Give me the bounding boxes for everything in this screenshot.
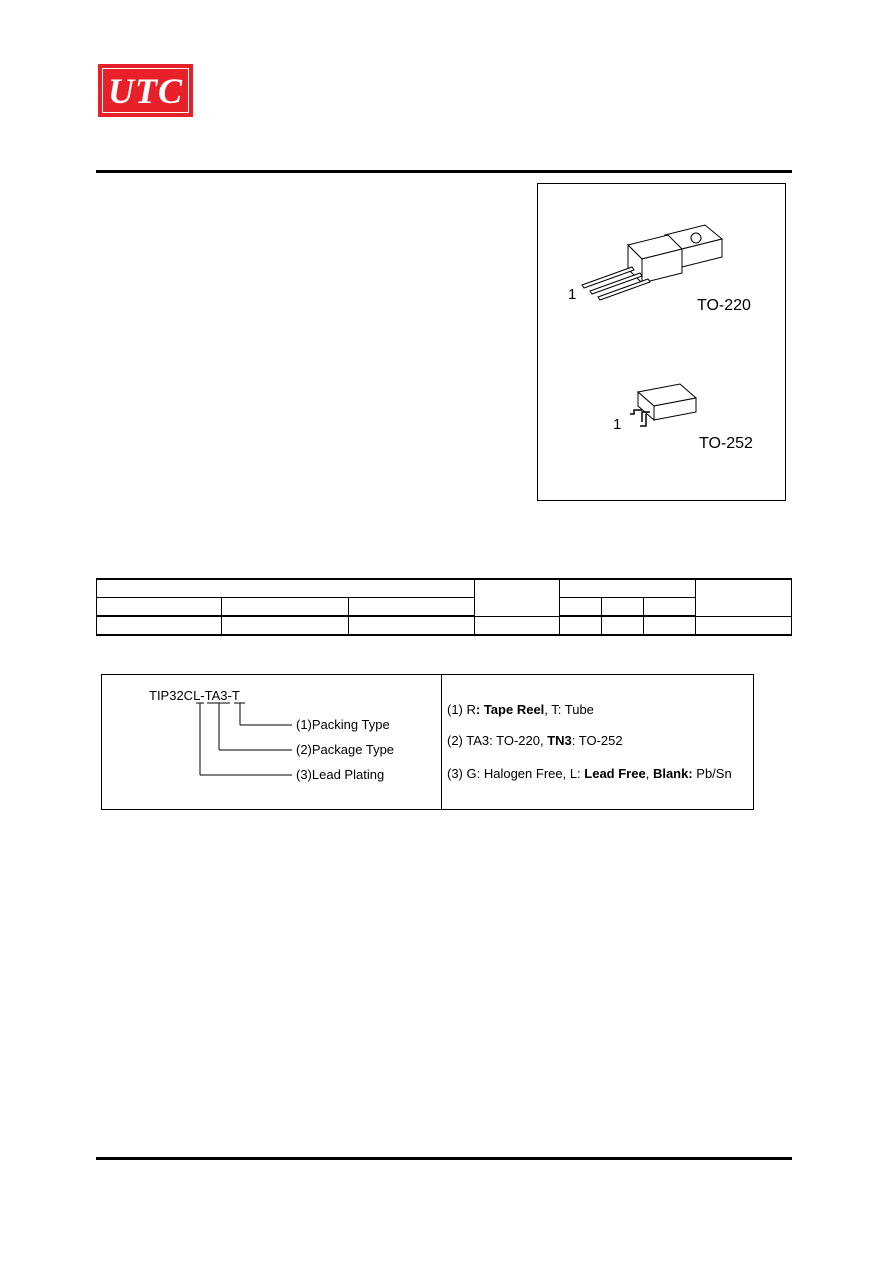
ordering-table xyxy=(96,578,792,636)
part-code-divider xyxy=(441,674,442,810)
legend-package-type: (2)Package Type xyxy=(296,742,395,757)
note-lead-plating: (3) G: Halogen Free, L: Lead Free, Blank: Pb/Sn xyxy=(447,766,732,781)
table-row xyxy=(97,616,792,635)
legend-lead-plating: (3)Lead Plating xyxy=(296,767,385,782)
to252-package-icon xyxy=(620,382,710,434)
table-row xyxy=(97,579,792,598)
note-package: (2) TA3: TO-220, TN3: TO-252 xyxy=(447,733,623,748)
header-rule xyxy=(96,170,792,173)
note-packing: (1) R: Tape Reel, T: Tube xyxy=(447,702,594,717)
part-number: TIP32CL-TA3-T xyxy=(149,688,240,703)
to220-label: TO-220 xyxy=(697,297,751,314)
table-row xyxy=(97,598,792,617)
utc-logo xyxy=(98,64,193,117)
footer-rule xyxy=(96,1157,792,1160)
part-code-leader-lines xyxy=(190,700,300,780)
to252-label: TO-252 xyxy=(699,435,753,452)
to220-pin1-label: 1 xyxy=(568,286,577,303)
to252-pin1-label: 1 xyxy=(613,416,622,433)
logo-text: UTC xyxy=(108,71,183,111)
legend-packing-type: (1)Packing Type xyxy=(296,717,390,732)
